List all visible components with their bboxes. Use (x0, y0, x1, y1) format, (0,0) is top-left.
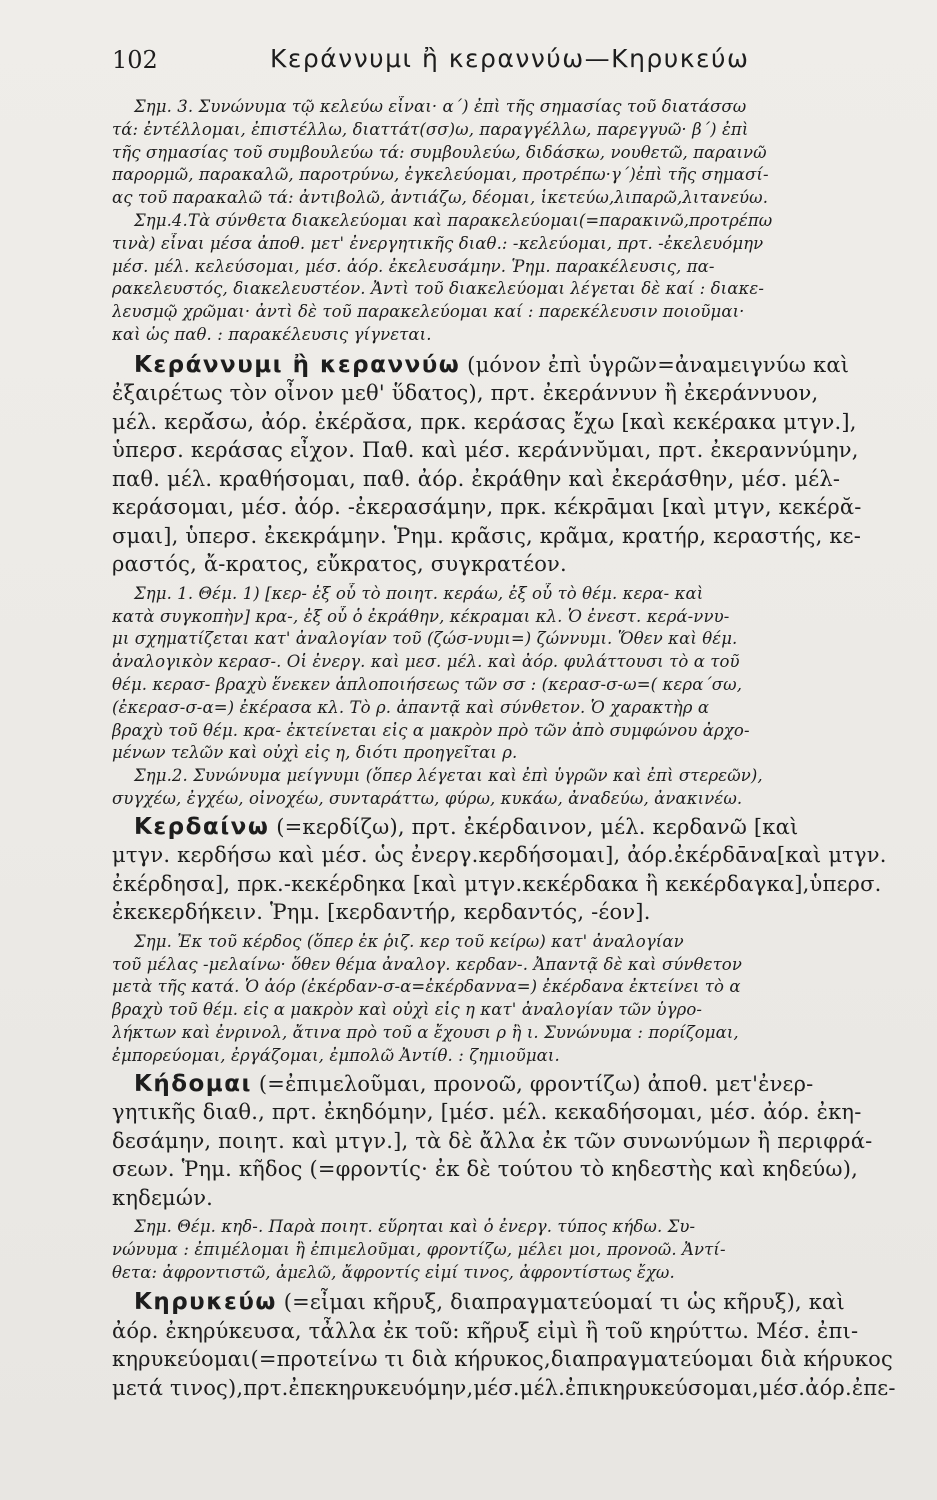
note-block (112, 1216, 912, 1284)
text-line: κηδεμών. (112, 1185, 214, 1210)
entry-first-line (112, 1070, 912, 1099)
text-line: Σημ. Ἐκ τοῦ κέρδος (ὅπερ ἐκ ῥιζ. κερ τοῦ κείρω) κατ' ἀναλογίαν (134, 931, 684, 951)
text-line: Σημ.4.Τὰ σύνθετα διακελεύομαι καὶ παρακελεύομαι(=παρακινῶ,προτρέπω (134, 210, 773, 230)
text-line: ἀόρ. ἐκηρύκευσα, τἆλλα ἐκ τοῦ: κῆρυξ εἰμὶ ἢ τοῦ κηρύττω. Μέσ. ἐπι- (112, 1318, 859, 1343)
text-line: ας τοῦ παρακαλῶ τά: ἀντιβολῶ, ἀντιάζω, δέομαι, ἱκετεύω,λιπαρῶ,λιτανεύω. (112, 188, 769, 208)
text-line: μέσ. μέλ. κελεύσομαι, μέσ. ἀόρ. ἐκελευσάμην. Ῥημ. παρακέλευσις, πα- (112, 256, 715, 276)
text-line: παθ. μέλ. κραθήσομαι, παθ. ἀόρ. ἐκράθην καὶ ἐκεράσθην, μέσ. μέλ- (112, 466, 841, 491)
entry-text: (μόνον ἐπὶ ὑγρῶν=ἀναμειγνύω καὶ (460, 352, 850, 377)
text-line: μένων τελῶν καὶ οὐχὶ εἰς η, διότι προηγεῖται ρ. (112, 743, 518, 763)
text-line: κατὰ συγκοπὴν] κρα-, ἐξ οὗ ὁ ἐκράθην, κέκραμαι κλ. Ὁ ἐνεστ. κερά-ννυ- (112, 606, 730, 626)
entry-text: (=κερδίζω), πρτ. ἐκέρδαινον, μέλ. κερδανῶ [καὶ (269, 814, 799, 839)
text-line: μέλ. κερᾰ́σω, ἀόρ. ἐκέρᾰσα, πρκ. κεράσας ἔχω [καὶ κεκέρακα μτγν.], (112, 409, 857, 434)
text-line: συγχέω, ἐγχέω, οἰνοχέω, συνταράττω, φύρω, κυκάω, ἀναδεύω, ἀνακινέω. (112, 788, 743, 808)
text-line: σμαι], ὑπερσ. ἐκεκράμην. Ῥημ. κρᾶσις, κρᾶμα, κρατήρ, κεραστής, κε- (112, 523, 862, 548)
dictionary-entry (112, 1070, 912, 1213)
text-line: μι σχηματίζεται κατ' ἀναλογίαν τοῦ (ζώσ-νυμι=) ζώννυμι. Ὅθεν καὶ θέμ. (112, 629, 738, 649)
text-line: (ἐκερασ-σ-α=) ἐκέρασα κλ. Τὸ ρ. ἀπαντᾷ καὶ σύνθετον. Ὁ χαρακτὴρ α (112, 697, 710, 717)
text-line: Σημ.2. Συνώνυμα μείγνυμι (ὅπερ λέγεται καὶ ἐπὶ ὑγρῶν καὶ ἐπὶ στερεῶν), (134, 766, 763, 786)
text-line: ἀναλογικὸν κερασ-. Οἱ ἐνεργ. καὶ μεσ. μέλ. καὶ ἀόρ. φυλάττουσι τὸ α τοῦ (112, 652, 740, 672)
text-line: Σημ. 3. Συνώνυμα τῷ κελεύω εἶναι· α΄) ἐπὶ τῆς σημασίας τοῦ διατάσσω (134, 97, 747, 116)
text-line: ἐκεκερδήκειν. Ῥημ. [κερδαντήρ, κερδαντός, -έον]. (112, 900, 651, 925)
text-line: λευσμῷ χρῶμαι· ἀντὶ δὲ τοῦ παρακελεύομαι καί : παρεκέλευσιν ποιοῦμαι· (112, 302, 745, 322)
text-line: μετὰ τῆς κατά. Ὁ ἀόρ (ἐκέρδαν-σ-α=ἐκέρδαννα=) ἐκέρδανα ἐκτείνει τὸ α (112, 977, 741, 997)
entry-text: (=εἶμαι κῆρυξ, διαπραγματεύομαί τι ὡς κῆρυξ), καὶ (276, 1290, 845, 1315)
text-line: μετά τινος),πρτ.ἐπεκηρυκευόμην,μέσ.μέλ.ἐπικηρυκεύσομαι,μέσ.ἀόρ.ἐπε- (112, 1375, 896, 1400)
text-line: τινὰ) εἶναι μέσα ἀποθ. μετ' ἐνεργητικῆς διαθ.: -κελεύομαι, πρτ. -ἐκελευόμην (112, 233, 764, 253)
text-line: παρορμῶ, παρακαλῶ, παροτρύνω, ἐγκελεύομαι, προτρέπω·γ΄)ἐπὶ τῆς σημασί- (112, 165, 769, 185)
note-block (112, 583, 912, 811)
text-line: γητικῆς διαθ., πρτ. ἐκηδόμην, [μέσ. μέλ. κεκαδήσομαι, μέσ. ἀόρ. ἐκη- (112, 1100, 862, 1125)
dictionary-entry (112, 813, 912, 927)
page-header (112, 40, 912, 80)
text-line: τοῦ μέλας -μελαίνω· ὅθεν θέμα ἀναλογ. κερδαν-. Ἀπαντᾷ δὲ καὶ σύνθετον (112, 954, 742, 974)
text-line: ρακελευστός, διακελευστέον. Ἀντὶ τοῦ διακελεύομαι λέγεται δὲ καί : διακε- (112, 279, 764, 299)
page-number: 102 (112, 46, 158, 74)
text-line: τά: ἐντέλλομαι, ἐπιστέλλω, διαττάτ(σσ)ω, παραγγέλλω, παρεγγυῶ· β΄) ἐπὶ (112, 119, 749, 139)
note-block (112, 96, 912, 347)
text-line: Σημ. Θέμ. κηδ-. Παρὰ ποιητ. εὕρηται καὶ ὁ ἐνεργ. τύπος κήδω. Συ- (134, 1217, 696, 1237)
text-line: λήκτων καὶ ἐνρινολ, ἄτινα πρὸ τοῦ α ἔχουσι ρ ἢ ι. Συνώνυμα : πορίζομαι, (112, 1022, 739, 1042)
entry-headword: Κήδομαι (134, 1070, 252, 1097)
text-line: κηρυκεύομαι(=προτείνω τι διὰ κήρυκος,διαπραγματεύομαι διὰ κήρυκος (112, 1347, 893, 1372)
text-line: βραχὺ τοῦ θέμ. εἰς α μακρὸν καὶ οὐχὶ εἰς η κατ' ἀναλογίαν τῶν ὑγρο- (112, 1000, 703, 1020)
text-line: ἐξαιρέτως τὸν οἶνον μεθ' ὕδατος), πρτ. ἐκεράννυν ἢ ἐκεράννυον, (112, 381, 819, 406)
page-content (112, 96, 912, 1402)
entry-text: (=ἐπιμελοῦμαι, προνοῶ, φροντίζω) ἀποθ. μετ'ἐνερ- (252, 1071, 814, 1096)
entry-first-line (112, 813, 912, 842)
text-line: βραχὺ τοῦ θέμ. κρα- ἐκτείνεται εἰς α μακρὸν πρὸ τῶν ἀπὸ συμφώνου ἀρχο- (112, 720, 750, 740)
text-line: ὑπερσ. κεράσας εἶχον. Παθ. καὶ μέσ. κεράννῠμαι, πρτ. ἐκεραννύμην, (112, 438, 859, 463)
text-line: ἐμπορεύομαι, ἐργάζομαι, ἐμπολῶ Ἀντίθ. : ζημιοῦμαι. (112, 1045, 560, 1065)
dictionary-entry (112, 1288, 912, 1402)
dictionary-entry (112, 351, 912, 579)
text-line: θετα: ἀφροντιστῶ, ἀμελῶ, ἄφροντίς εἰμί τινος, ἀφροντίστως ἔχω. (112, 1262, 675, 1282)
entry-first-line (112, 1288, 912, 1317)
text-line: ραστός, ἄ-κρατος, εὔκρατος, συγκρατέον. (112, 552, 567, 577)
entry-headword: Κεράννυμι ἢ κεραννύω (134, 351, 461, 378)
text-line: θέμ. κερασ- βραχὺ ἕνεκεν ἁπλοποιήσεως τῶν σσ : (κερασ-σ-ω=( κερα΄σω, (112, 674, 743, 694)
text-line: Σημ. 1. Θέμ. 1) [κερ- ἐξ οὗ τὸ ποιητ. κεράω, ἐξ οὗ τὸ θέμ. κερα- καὶ (134, 583, 704, 603)
text-line: σεων. Ῥημ. κῆδος (=φροντίς· ἐκ δὲ τούτου τὸ κηδεστὴς καὶ κηδεύω), (112, 1157, 858, 1182)
entry-headword: Κηρυκεύω (134, 1289, 277, 1316)
note-block (112, 931, 912, 1068)
entry-headword: Κερδαίνω (134, 813, 270, 840)
text-line: δεσάμην, ποιητ. καὶ μτγν.], τὰ δὲ ἄλλα ἐκ τῶν συνωνύμων ἢ περιφρά- (112, 1128, 873, 1153)
text-line: καὶ ὡς παθ. : παρακέλευσις γίγνεται. (112, 324, 432, 344)
text-line: ἐκέρδησα], πρκ.-κεκέρδηκα [καὶ μτγν.κεκέρδακα ἢ κεκέρδαγκα],ὑπερσ. (112, 871, 882, 896)
text-line: μτγν. κερδήσω καὶ μέσ. ὡς ἐνεργ.κερδήσομαι], ἀόρ.ἐκέρδᾱνα[καὶ μτγν. (112, 843, 887, 868)
text-line: τῆς σημασίας τοῦ συμβουλεύω τά: συμβουλεύω, διδάσκω, νουθετῶ, παραινῶ (112, 142, 767, 162)
text-line: νώνυμα : ἐπιμέλομαι ἢ ἐπιμελοῦμαι, φροντίζω, μέλει μοι, προνοῶ. Ἀντί- (112, 1239, 726, 1259)
running-head: Κεράννυμι ἢ κεραννύω—Κηρυκεύω (270, 44, 750, 73)
entry-first-line (112, 351, 912, 380)
text-line: κεράσομαι, μέσ. ἀόρ. -ἐκερασάμην, πρκ. κέκρᾱμαι [καὶ μτγν, κεκέρᾰ- (112, 495, 862, 520)
